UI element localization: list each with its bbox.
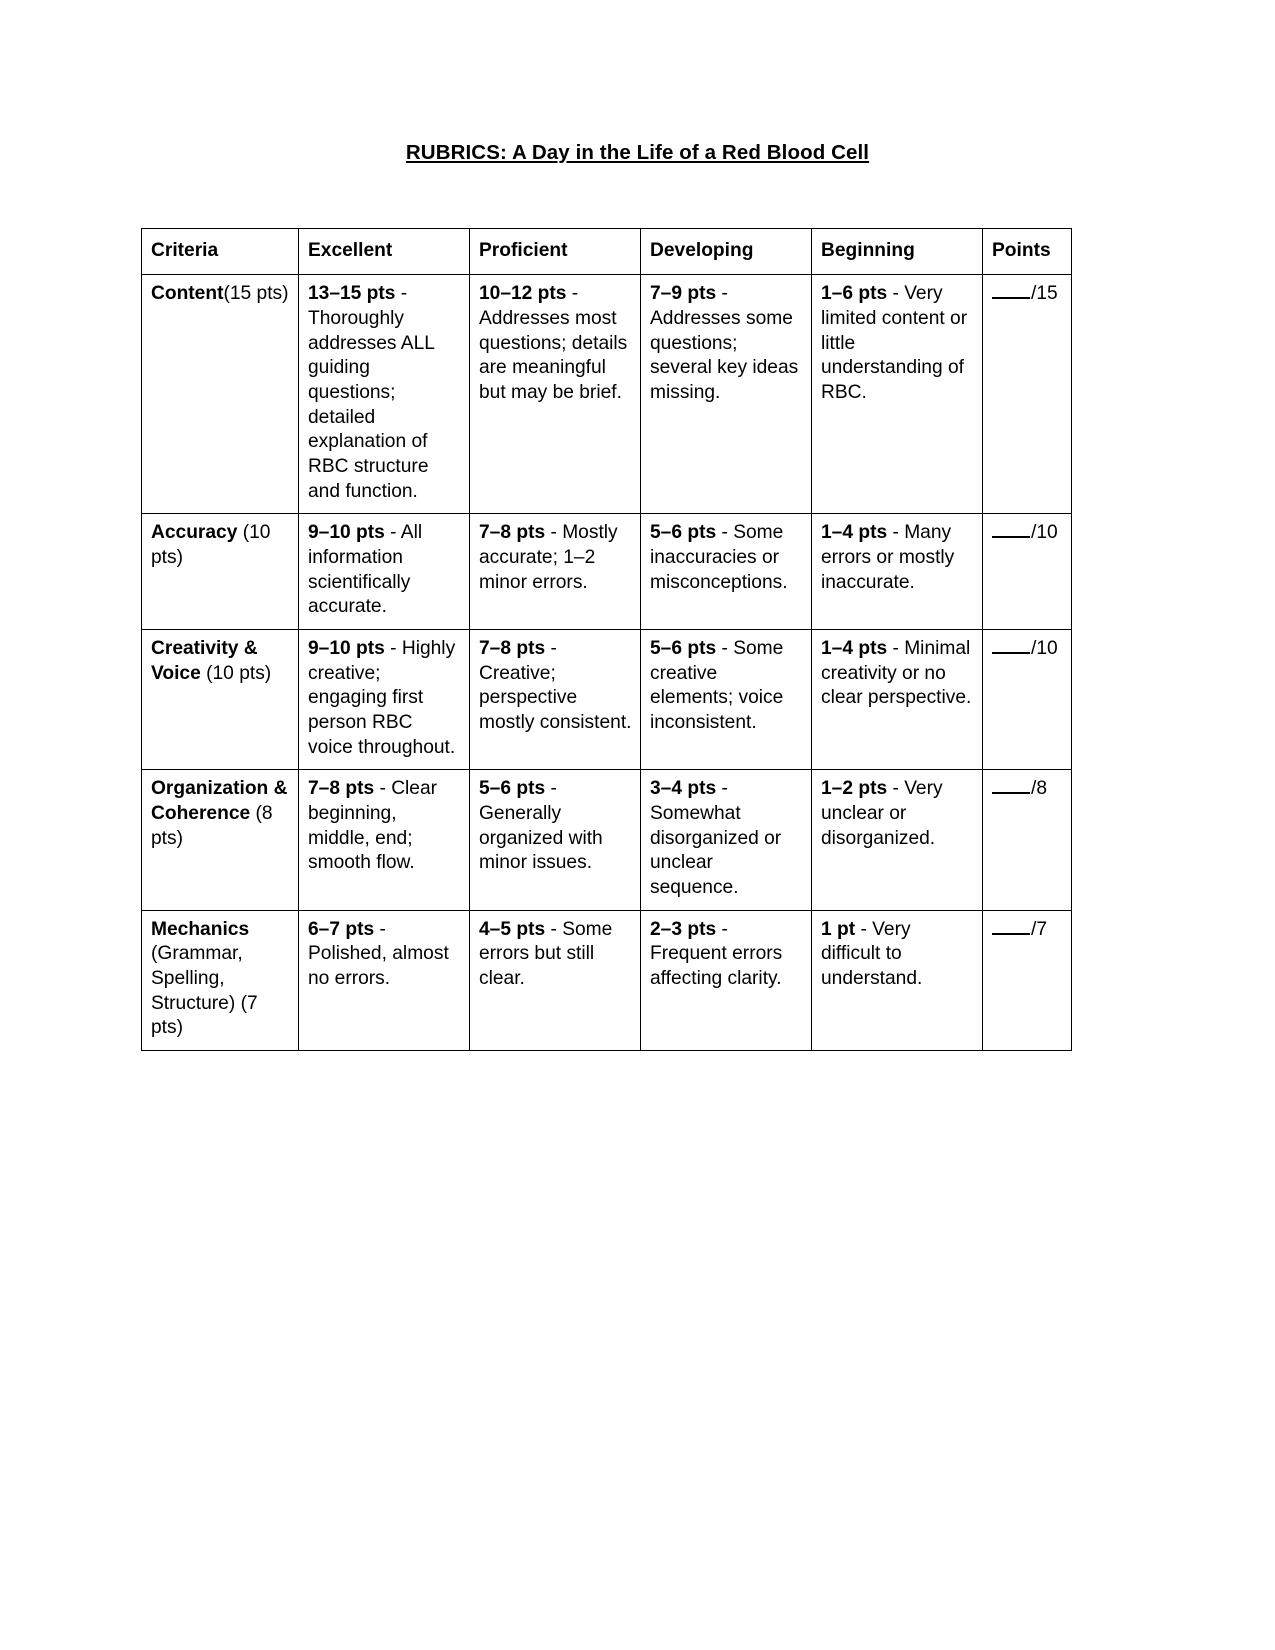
level-description: - Somewhat disorganized or unclear sequence. <box>650 778 782 899</box>
score-range: 5–6 pts <box>650 522 717 544</box>
score-range: 4–5 pts <box>479 918 546 940</box>
rubric-table <box>141 228 1072 1051</box>
score-range: 3–4 pts <box>650 778 717 800</box>
score-range: 1–6 pts <box>821 283 888 305</box>
criterion-name: Content <box>151 283 224 305</box>
level-cell-proficient <box>470 630 641 770</box>
level-description: - Addresses some questions; several key ideas missing. <box>650 283 799 403</box>
level-cell-proficient <box>470 770 641 910</box>
level-description: - Many errors or mostly inaccurate. <box>821 522 955 593</box>
level-cell-developing <box>641 514 812 630</box>
table-row <box>142 770 1072 910</box>
rubric-table-container <box>0 166 1275 1051</box>
table-row <box>142 514 1072 630</box>
level-description: - Some errors but still clear. <box>479 918 613 990</box>
rubric-table-body <box>142 275 1072 1051</box>
points-total: /7 <box>1031 918 1048 940</box>
level-cell-excellent <box>299 910 470 1050</box>
level-description: - Very unclear or disorganized. <box>821 778 943 849</box>
level-description: - Thoroughly addresses ALL guiding questions; detailed explanation of RBC structure and function. <box>308 283 435 502</box>
level-cell-beginning <box>812 514 983 630</box>
score-range: 1–2 pts <box>821 778 888 800</box>
page-title: RUBRICS: A Day in the Life of a Red Blood Cell <box>405 141 870 164</box>
points-total: /10 <box>1031 522 1058 544</box>
level-cell-excellent <box>299 514 470 630</box>
criterion-name: Creativity & Voice <box>151 638 258 684</box>
criterion-points: (10 pts) <box>206 662 272 684</box>
level-description: - Some inaccuracies or misconceptions. <box>650 522 788 593</box>
criterion-points: (8 pts) <box>151 803 273 849</box>
criterion-name: Accuracy <box>151 522 238 544</box>
score-range: 6–7 pts <box>308 918 375 940</box>
column-header-beginning: Beginning <box>812 228 983 275</box>
level-description: - Creative; perspective mostly consistent. <box>479 638 632 734</box>
criterion-points: (10 pts) <box>151 522 271 568</box>
level-description: - Mostly accurate; 1–2 minor errors. <box>479 522 618 593</box>
column-header-criteria: Criteria <box>142 228 299 275</box>
column-header-points: Points <box>983 228 1072 275</box>
points-cell[interactable] <box>983 770 1072 910</box>
level-description: - Highly creative; engaging first person RBC voice throughout. <box>308 638 456 758</box>
points-total: /10 <box>1031 638 1058 659</box>
points-cell[interactable] <box>983 514 1072 630</box>
criterion-name: Organization & Coherence <box>151 778 288 825</box>
level-description: - Minimal creativity or no clear perspective. <box>821 638 972 709</box>
level-cell-excellent <box>299 630 470 770</box>
points-cell[interactable] <box>983 630 1072 770</box>
level-cell-beginning <box>812 910 983 1050</box>
level-cell-proficient <box>470 910 641 1050</box>
level-cell-developing <box>641 770 812 910</box>
level-cell-developing <box>641 630 812 770</box>
level-cell-developing <box>641 275 812 514</box>
score-range: 9–10 pts <box>308 522 385 544</box>
score-blank-line[interactable] <box>992 640 1030 654</box>
score-range: 1 pt <box>821 918 856 940</box>
level-description: - All information scientifically accurate. <box>308 522 423 618</box>
level-cell-proficient <box>470 275 641 514</box>
level-cell-proficient <box>470 514 641 630</box>
criterion-name: Mechanics <box>151 918 250 940</box>
score-blank-line[interactable] <box>992 524 1030 538</box>
score-range: 5–6 pts <box>650 638 717 659</box>
table-row <box>142 275 1072 514</box>
score-blank-line[interactable] <box>992 921 1030 935</box>
level-description: - Very difficult to understand. <box>821 918 923 990</box>
criterion-cell <box>142 275 299 514</box>
level-description: - Very limited content or little understanding of RBC. <box>821 283 968 403</box>
score-range: 9–10 pts <box>308 638 385 659</box>
score-range: 1–4 pts <box>821 638 888 659</box>
table-row <box>142 910 1072 1050</box>
table-row <box>142 630 1072 770</box>
level-cell-beginning <box>812 770 983 910</box>
level-description: - Addresses most questions; details are meaningful but may be brief. <box>479 283 628 403</box>
criterion-points: (15 pts) <box>223 283 289 305</box>
score-range: 5–6 pts <box>479 778 546 800</box>
column-header-excellent: Excellent <box>299 228 470 275</box>
points-cell[interactable] <box>983 910 1072 1050</box>
column-header-proficient: Proficient <box>470 228 641 275</box>
level-description: - Polished, almost no errors. <box>308 918 449 990</box>
points-total: /15 <box>1031 283 1058 305</box>
score-range: 7–9 pts <box>650 283 717 305</box>
score-blank-line[interactable] <box>992 285 1030 299</box>
points-total: /8 <box>1031 778 1048 800</box>
level-cell-beginning <box>812 275 983 514</box>
level-description: - Frequent errors affecting clarity. <box>650 918 783 990</box>
level-description: - Some creative elements; voice inconsistent. <box>650 638 784 734</box>
score-range: 7–8 pts <box>479 522 546 544</box>
points-cell[interactable] <box>983 275 1072 514</box>
score-range: 10–12 pts <box>479 283 567 305</box>
score-range: 2–3 pts <box>650 918 717 940</box>
score-range: 13–15 pts <box>308 283 396 305</box>
score-blank-line[interactable] <box>992 780 1030 794</box>
criterion-cell <box>142 770 299 910</box>
column-header-developing: Developing <box>641 228 812 275</box>
criterion-cell <box>142 514 299 630</box>
level-description: - Clear beginning, middle, end; smooth flow. <box>308 778 438 874</box>
table-header-row <box>142 228 1072 275</box>
criterion-cell <box>142 910 299 1050</box>
level-cell-excellent <box>299 275 470 514</box>
score-range: 1–4 pts <box>821 522 888 544</box>
criterion-points: (Grammar, Spelling, Structure) (7 pts) <box>151 943 258 1039</box>
score-range: 7–8 pts <box>308 778 375 800</box>
level-cell-developing <box>641 910 812 1050</box>
level-description: - Generally organized with minor issues. <box>479 778 603 874</box>
level-cell-beginning <box>812 630 983 770</box>
score-range: 7–8 pts <box>479 638 546 659</box>
criterion-cell <box>142 630 299 770</box>
level-cell-excellent <box>299 770 470 910</box>
